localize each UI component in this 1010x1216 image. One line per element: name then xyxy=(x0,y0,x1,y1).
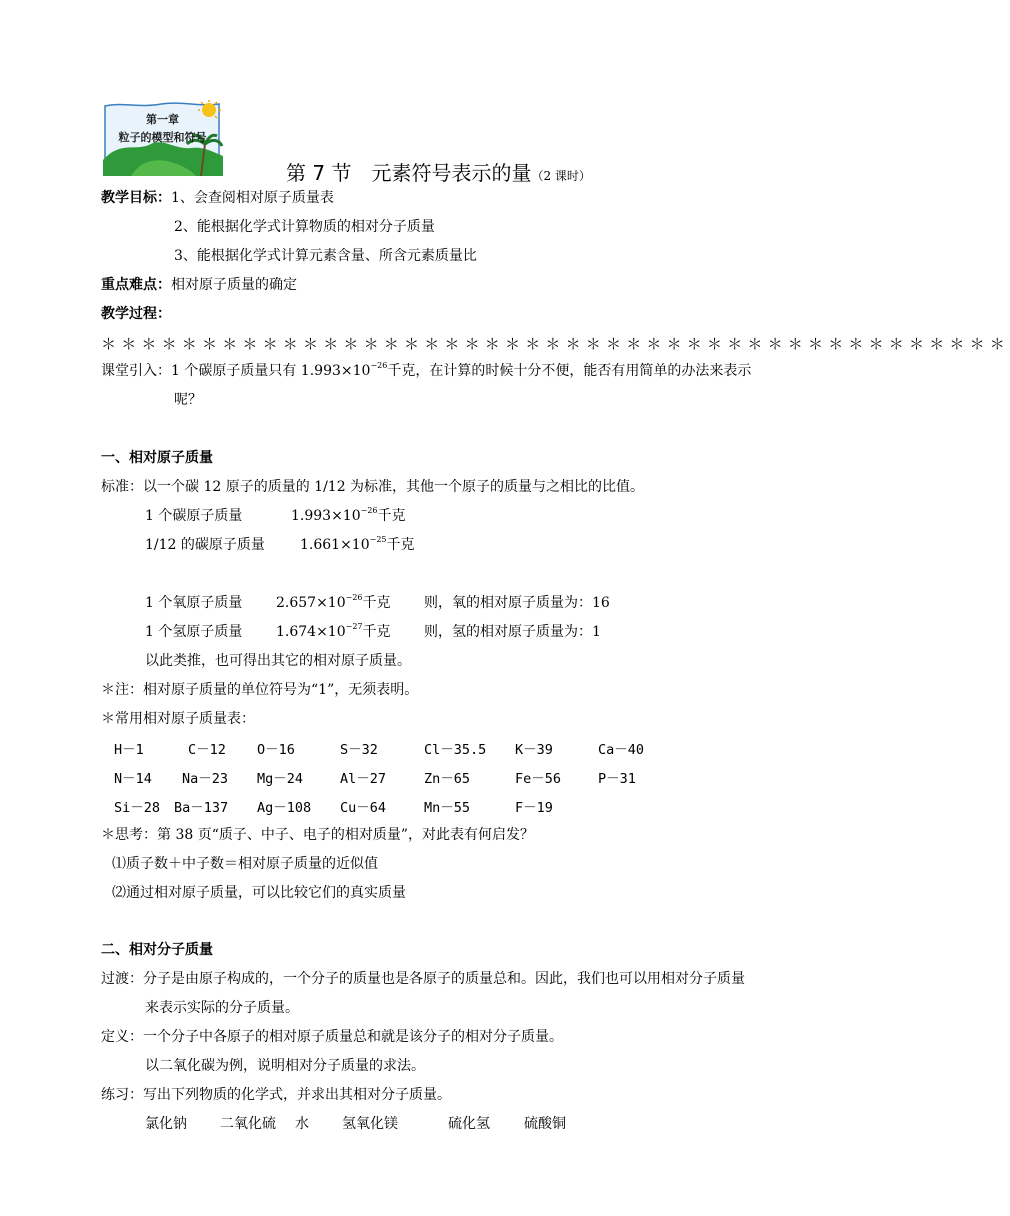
substance-item: 水 xyxy=(295,1116,309,1132)
transition-line-2: 来表示实际的分子质量。 xyxy=(145,1000,299,1016)
process-label: 教学过程： xyxy=(101,306,171,322)
carbon-mass-value: $1.993\times 10^{-26}$千克 xyxy=(291,506,406,524)
section2-heading: 二、相对分子质量 xyxy=(101,942,213,958)
think-line: ＊思考：第 38 页“质子、中子、电子的相对质量”，对此表有何启发？ xyxy=(101,827,535,843)
table-cell: Na－23 xyxy=(182,771,229,787)
intro-line-2: 呢？ xyxy=(174,392,202,408)
intro-exponent: −26 xyxy=(370,361,388,370)
objective-item: 2、能根据化学式计算物质的相对分子质量 xyxy=(174,219,435,235)
page-title xyxy=(286,157,591,186)
section-duration: （2 课时） xyxy=(531,169,591,183)
table-cell: Cl－35.5 xyxy=(424,742,487,758)
hydrogen-mass-value: $1.674\times 10^{-27}$千克 xyxy=(276,622,391,640)
section1-heading: 一、相对原子质量 xyxy=(101,450,213,466)
hydrogen-mass-label: 1 个氢原子质量 xyxy=(145,624,243,640)
carbon-mass-label: 1 个碳原子质量 xyxy=(145,508,243,524)
think-point: ⑵通过相对原子质量，可以比较它们的真实质量 xyxy=(112,885,406,901)
c12-mass-value: $1.661\times 10^{-25}$千克 xyxy=(300,535,415,553)
oxygen-mass-value: $2.657\times 10^{-26}$千克 xyxy=(276,593,391,611)
chapter-badge xyxy=(101,100,224,176)
standard-line: 标准：以一个碳 12 原子的质量的 1/12 为标准，其他一个原子的质量与之相比的比值。 xyxy=(101,479,645,495)
section-title: 第 7 节 元素符号表示的量 xyxy=(286,161,532,185)
table-cell: Ca－40 xyxy=(598,742,645,758)
table-cell: Mg－24 xyxy=(257,771,304,787)
table-cell: N－14 xyxy=(114,771,152,787)
table-title: ＊常用相对原子质量表： xyxy=(101,711,255,727)
table-cell: H－1 xyxy=(114,742,144,758)
table-cell: Ba－137 xyxy=(174,800,229,816)
intro-line-1 xyxy=(101,361,751,381)
substance-item: 硫化氢 xyxy=(448,1116,490,1132)
example-line: 以二氧化碳为例，说明相对分子质量的求法。 xyxy=(145,1058,425,1074)
key-points-line xyxy=(101,275,297,295)
intro-text: 1 个碳原子质量只有 1.993×10 xyxy=(171,363,371,379)
objective-item: 1、会查阅相对原子质量表 xyxy=(171,190,334,206)
table-cell: O－16 xyxy=(257,742,295,758)
table-cell: C－12 xyxy=(188,742,226,758)
objectives-label: 教学目标： xyxy=(101,190,171,206)
substance-item: 二氧化硫 xyxy=(220,1116,276,1132)
oxygen-result: 则，氧的相对原子质量为：16 xyxy=(424,595,610,611)
chapter-name: 粒子的模型和符号 xyxy=(118,131,207,144)
table-cell: K－39 xyxy=(515,742,553,758)
star-divider: ＊＊＊＊＊＊＊＊＊＊＊＊＊＊＊＊＊＊＊＊＊＊＊＊＊＊＊＊＊＊＊＊＊＊＊＊＊＊＊＊＊＊＊＊＊ xyxy=(101,335,1010,353)
substance-item: 氯化钠 xyxy=(145,1116,187,1132)
intro-text-cont: 千克，在计算的时候十分不便，能否有用简单的办法来表示 xyxy=(387,363,752,379)
transition-line-1: 过渡：分子是由原子构成的，一个分子的质量也是各原子的质量总和。因此，我们也可以用相对分子质量 xyxy=(101,971,745,987)
substance-item: 氢氧化镁 xyxy=(342,1116,398,1132)
substance-item: 硫酸铜 xyxy=(524,1116,566,1132)
practice-line: 练习：写出下列物质的化学式，并求出其相对分子质量。 xyxy=(101,1087,451,1103)
table-cell: S－32 xyxy=(340,742,378,758)
hydrogen-result: 则，氢的相对原子质量为：1 xyxy=(424,624,601,640)
c12-mass-label: 1/12 的碳原子质量 xyxy=(145,537,265,553)
table-cell: Mn－55 xyxy=(424,800,471,816)
objectives-line-1 xyxy=(101,188,334,208)
oxygen-mass-label: 1 个氧原子质量 xyxy=(145,595,243,611)
table-cell: Cu－64 xyxy=(340,800,387,816)
table-cell: Ag－108 xyxy=(257,800,312,816)
table-cell: F－19 xyxy=(515,800,553,816)
key-points-label: 重点难点： xyxy=(101,277,171,293)
think-point: ⑴质子数＋中子数＝相对原子质量的近似值 xyxy=(112,856,378,872)
analogy-line: 以此类推，也可得出其它的相对原子质量。 xyxy=(145,653,411,669)
objective-item: 3、能根据化学式计算元素含量、所含元素质量比 xyxy=(174,248,477,264)
table-cell: Al－27 xyxy=(340,771,387,787)
table-cell: Zn－65 xyxy=(424,771,471,787)
key-points-text: 相对原子质量的确定 xyxy=(171,277,297,293)
table-cell: Fe－56 xyxy=(515,771,562,787)
table-cell: P－31 xyxy=(598,771,636,787)
table-cell: Si－28 xyxy=(114,800,161,816)
chapter-number: 第一章 xyxy=(146,113,179,126)
definition-line: 定义：一个分子中各原子的相对原子质量总和就是该分子的相对分子质量。 xyxy=(101,1029,563,1045)
intro-label: 课堂引入： xyxy=(101,363,171,379)
unit-note: ＊注：相对原子质量的单位符号为“1”，无须表明。 xyxy=(101,682,419,698)
